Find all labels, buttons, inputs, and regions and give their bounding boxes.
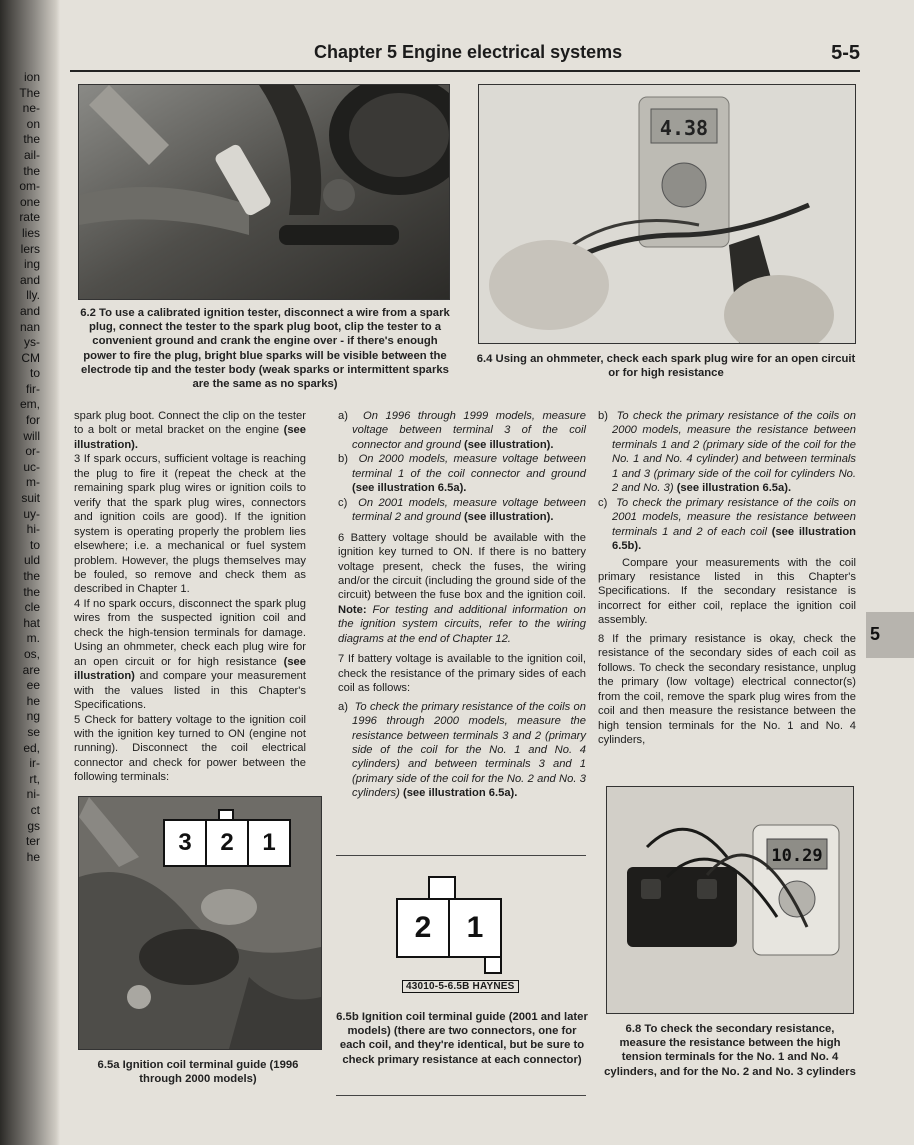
column-3 — [598, 409, 856, 747]
col3-item-c: c) To check the primary resistance of the coils on 2001 models, measure the resistance between terminals 1 and 2 of each coil (see illustration 6.5b). — [598, 496, 857, 553]
fig-6-5a-terminal-3: 3 — [163, 819, 207, 867]
col1-paragraph-3: 4 If no spark occurs, disconnect the spark plug wires from the suspected ignition coil and check the high-tension terminals for damage. Using an ohmmeter, check each plug wire for an open circuit or for high resistance (see illustration) and compare your measurement with the values listed in this Chapter's Specifications. — [74, 597, 306, 712]
fig-6-5b-tab — [484, 956, 502, 974]
bleed-line: The — [19, 85, 40, 100]
column-1 — [74, 409, 306, 785]
bleed-line: uc- — [23, 459, 40, 474]
bleed-line: the — [23, 584, 40, 599]
col2-paragraph-7: 7 If battery voltage is available to the ignition coil, check the resistance of the primary sides of each coil as follows: — [338, 653, 586, 695]
col2-item-c: c) On 2001 models, measure voltage between terminal 2 and ground (see illustration). — [338, 496, 586, 524]
bleed-line: fir- — [26, 381, 40, 396]
bleed-line: lers — [20, 241, 40, 256]
bleed-line: ni- — [26, 787, 40, 802]
fig-6-5b-diagram — [384, 870, 534, 1000]
chapter-title: Chapter 5 Engine electrical systems — [314, 42, 623, 62]
bleed-line: ter — [25, 834, 40, 849]
bleed-line: CM — [21, 350, 40, 365]
bleed-line: uy- — [23, 506, 40, 521]
bleed-line: m- — [26, 475, 40, 490]
fig-6-5a-terminal-2: 2 — [205, 819, 249, 867]
bleed-line: or- — [25, 444, 40, 459]
col1-paragraph-4: 5 Check for battery voltage to the ignition coil with the ignition key turned to ON (engine not running). Disconnect the coil electrical connector and check for power between the following terminals: — [74, 713, 306, 784]
bleed-line: rt, — [29, 771, 40, 786]
bleed-line: on — [26, 116, 40, 131]
bleed-line: the — [23, 163, 40, 178]
col1-paragraph-1: spark plug boot. Connect the clip on the tester to a bolt or metal bracket on the engine (see illustration). — [74, 410, 307, 451]
bleed-line: and — [19, 272, 40, 287]
bleed-line: nan — [19, 319, 40, 334]
bleed-line: ng — [26, 709, 40, 724]
bleed-line: uld — [23, 553, 40, 568]
fig-6-8-photo — [606, 786, 854, 1014]
fig-6-4-meter-reading: 4.38 — [659, 116, 709, 140]
bleed-line: m. — [26, 631, 40, 646]
bleed-line: are — [22, 662, 40, 677]
page-header — [70, 40, 870, 70]
fig-6-5b-bottom-rule — [336, 1095, 586, 1096]
bleed-line: will — [23, 428, 40, 443]
chapter-side-tab: 5 — [866, 612, 914, 658]
fig-6-5b-top-rule — [336, 855, 586, 856]
fig-6-4-photo — [478, 84, 856, 344]
bleed-line: to — [29, 366, 40, 381]
bleed-line: the — [23, 569, 40, 583]
col2-item-b: b) On 2000 models, measure voltage between terminal 1 of the coil connector and ground (see illustration 6.5a). — [338, 453, 586, 495]
bleed-line: os, — [23, 646, 40, 661]
fig-6-5b-terminal-1: 1 — [448, 898, 502, 958]
page-number: 5-5 — [831, 42, 860, 64]
bleed-line: and — [19, 303, 40, 318]
bleed-line: gs — [27, 818, 40, 833]
bleed-line: ee — [26, 678, 40, 693]
bleed-line: ne- — [22, 101, 40, 116]
bleed-line: ys- — [24, 335, 40, 350]
bleed-line: hat — [23, 615, 40, 630]
bleed-line: lies — [21, 225, 40, 240]
bleed-line: ion — [23, 70, 40, 84]
col3-paragraph-compare: Compare your measurements with the coil primary resistance listed in this Chapter's Specifications. If the secondary resistance is incorrect for either coil, replace the ignition coil assembly. — [598, 556, 856, 627]
fig-6-5a-caption: 6.5a Ignition coil terminal guide (1996 through 2000 models) — [97, 1059, 299, 1086]
col3-paragraph-8: 8 If the primary resistance is okay, check the resistance of the secondary sides of each coil as follows. To check the secondary resistance, unplug the primary (low voltage) electrical connector(s) from the coil, remove the spark plug wires from the coil and then measure the resistance between the high tension terminals for the No. 1 and No. 4 cylinders, — [598, 632, 856, 746]
bleed-line: ing — [23, 257, 40, 272]
bleed-line: he — [26, 693, 40, 708]
col2-paragraph-6: 6 Battery voltage should be available with the ignition key turned to ON. If there is no battery voltage present, check the fuses, the wiring and/or the circuit (including the ground side of the circuit) between the fuse box and the ignition coil. Note: For testing and additional information on the ignition system circuits, refer to the wiring diagrams at the end of Chapter 12. — [338, 531, 586, 645]
bleed-line: cle — [24, 600, 40, 615]
col2-item-a2: a) To check the primary resistance of the coils on 1996 through 2000 models, measure the resistance between terminals 3 and 2 (primary side of the coil for the No. 1 and No. 4 cylinders) and between terminals 3 and 1 (primary side of the coil for the No. 2 and No. 3 cylinders) (see illustration 6.5a). — [338, 700, 586, 800]
fig-6-5b-terminal-2: 2 — [396, 898, 450, 958]
bleed-line: ed, — [23, 740, 40, 755]
bleed-line: om- — [19, 179, 40, 194]
fig-6-5b-caption: 6.5b Ignition coil terminal guide (2001 and later models) (there are two connectors, one for each coil, and they're identical, but be sure to check primary resistance at each connector) — [336, 1011, 588, 1066]
column-2 — [338, 409, 586, 801]
bleed-line: one — [19, 194, 40, 209]
col1-paragraph-2: 3 If spark occurs, sufficient voltage is reaching the plug to fire it (repeat the check at the remaining spark plug wires or ignition coils to verify that the spark plug wires, connectors and ignition coils are good). If the ignition system is operating properly the problem lies elsewhere; i.e. a mechanical or fuel system problem. However, the plugs themselves may be fouled, so remove and check them as described in Chapter 1. — [74, 453, 306, 596]
bleed-line: ail- — [23, 147, 40, 162]
bleed-line: rate — [19, 210, 40, 225]
fig-6-5a-latch — [218, 809, 234, 821]
bleed-line: he — [26, 849, 40, 864]
fig-6-5a-terminal-1: 1 — [247, 819, 291, 867]
bleed-line: suit — [21, 491, 40, 506]
bleed-line: em, — [19, 397, 40, 412]
bleed-line: hi- — [26, 522, 40, 537]
bleed-line: se — [27, 724, 40, 739]
previous-page-bleed — [0, 70, 40, 865]
fig-6-8-caption: 6.8 To check the secondary resistance, measure the resistance between the high tension terminals for the No. 1 and No. 4 cylinders, and for the No. 2 and No. 3 cylinders — [604, 1023, 856, 1078]
col3-item-b: b) To check the primary resistance of the coils on 2000 models, measure the resistance between terminals 1 and 2 (primary side of the coil for the No. 1 and No. 4 cylinder) and between terminals 1 and 3 (primary side of the coil for cylinders No. 2 and No. 3) (see illustration 6.5a). — [598, 410, 856, 495]
fig-6-5a-photo — [78, 796, 322, 1050]
bleed-line: ct — [30, 802, 40, 817]
bleed-line: to — [29, 537, 40, 552]
fig-6-2-caption: 6.2 To use a calibrated ignition tester, disconnect a wire from a spark plug, connect the tester to the spark plug boot, clip the tester to a convenient ground and crank the engine over - if there's enough power to fire the plug, bright blue sparks will be visible between the electrode tip and the tester body (weak sparks or intermittent sparks are the same as no sparks) — [80, 307, 450, 391]
bleed-line: ir- — [29, 756, 40, 771]
bleed-line: the — [23, 132, 40, 147]
col2-item-a: a) On 1996 through 1999 models, measure voltage between terminal 3 of the coil connector and ground (see illustration). — [338, 410, 586, 451]
bleed-line: for — [25, 413, 40, 428]
header-rule — [70, 70, 860, 72]
fig-6-4-caption: 6.4 Using an ohmmeter, check each spark plug wire for an open circuit or for high resistance — [476, 353, 856, 380]
fig-6-2-photo — [78, 84, 450, 300]
fig-6-8-meter-reading: 10.29 — [771, 846, 823, 866]
fig-6-5b-haynes-tag: 43010-5-6.5B HAYNES — [402, 980, 519, 993]
bleed-line: lly. — [26, 288, 40, 303]
